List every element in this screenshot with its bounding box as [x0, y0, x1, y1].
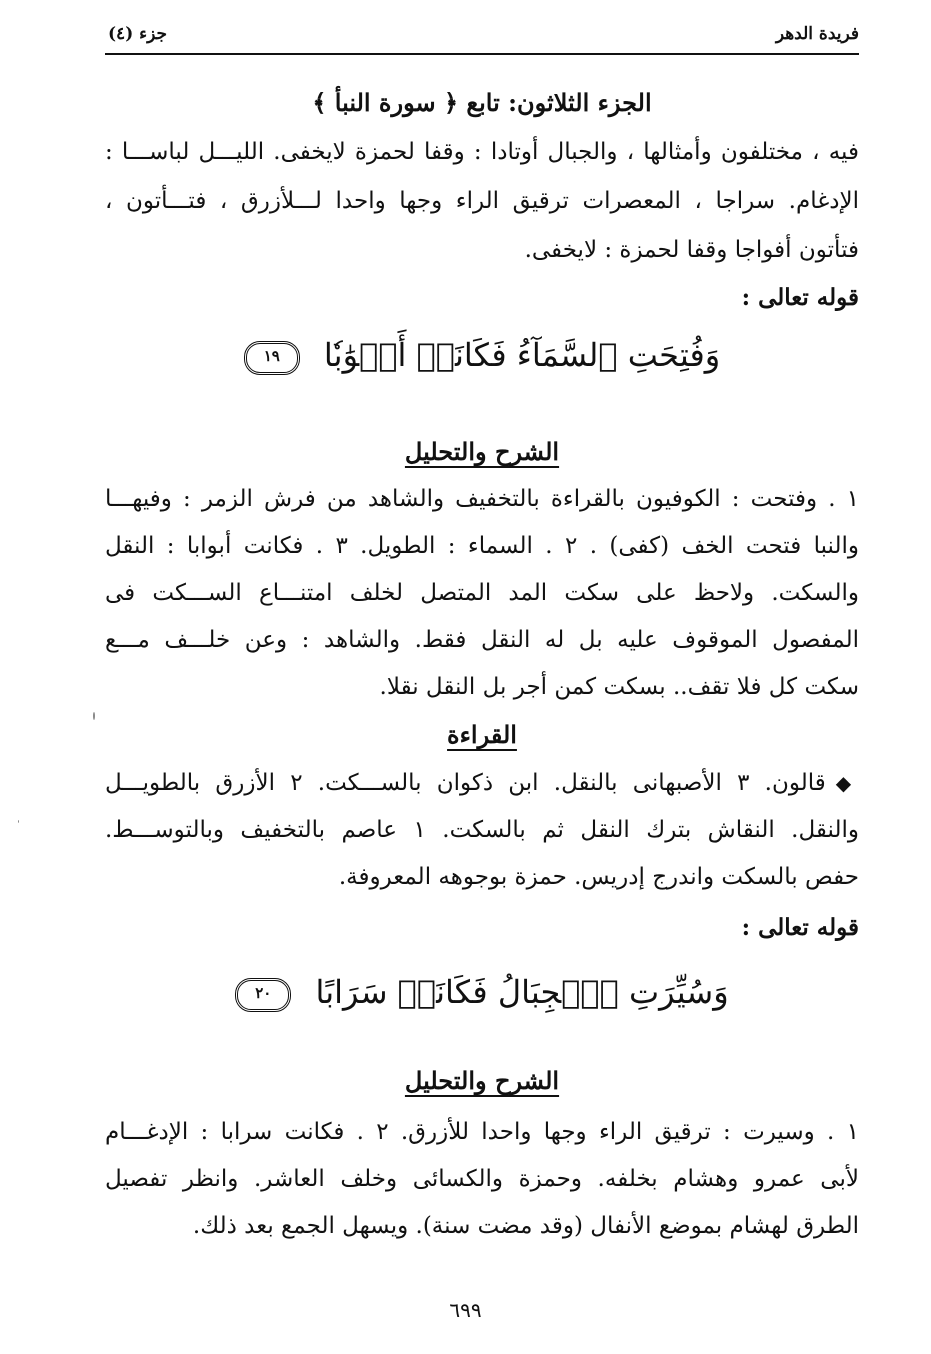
commentary-line: والسكت. ولاحظ على سكت المد المتصل لخلف امتنـــاع الســـكت فى: [105, 580, 859, 606]
commentary-line: الطرق لهشام بموضع الأنفال (وقد مضت سنة). ويسهل الجمع بعد ذلك.: [192, 1213, 859, 1239]
reading-line: والنقل. النقاش بترك النقل ثم بالسكت. ١ عاصم بالتخفيف وبالتوســـط.: [105, 817, 859, 843]
commentary-line: ١ . وسيرت : ترقيق الراء وجها واحدا للأزرق. ٢ . فكانت سرابا : الإدغـــام: [105, 1119, 859, 1145]
page-number: ٦٩٩: [449, 1298, 482, 1322]
reading-line: [105, 768, 859, 798]
commentary-line: لأبى عمرو وهشام بخلفه. وحمزة والكسائى وخلف العاشر. وانظر تفصيل: [105, 1166, 859, 1192]
verse-text: وَفُتِحَتِ ٱلسَّمَآءُ فَكَانَتۡ أَبۡوَٰبٗا: [323, 336, 721, 374]
part-label: جزء (٤): [108, 24, 168, 44]
ayah-number-marker: ٢٠: [235, 978, 291, 1012]
commentary-line: ١ . وفتحت : الكوفيون بالقراءة بالتخفيف والشاهد من فرش الزمر : وفيهـــا: [105, 486, 859, 512]
quran-verse: [105, 333, 859, 377]
part-title: الجزء الثلاثون: تابع ﴿ سورة النبأ ﴾: [312, 88, 652, 117]
commentary-line: سكت كل فلا تقف.. بسكت كمن أجر بل النقل نقلا.: [379, 674, 859, 700]
section-heading: الشرح والتحليل: [404, 437, 560, 466]
section-heading-line: [105, 1066, 859, 1097]
verse-intro: قوله تعالى :: [741, 284, 859, 311]
quran-verse: [105, 970, 859, 1014]
running-header: [108, 24, 859, 50]
book-title: فريدة الدهر: [775, 24, 859, 44]
commentary-line: والنبا فتحت الخف (كفى) . ٢ . السماء : الطويل. ٣ . فكانت أبوابا : النقل: [105, 533, 860, 559]
diamond-bullet-icon: ◆: [835, 771, 860, 795]
ayah-number-marker: ١٩: [244, 341, 300, 375]
intro-line: فتأتون أفواجا وقفا لحمزة : لايخفى.: [524, 237, 859, 263]
verse-intro: قوله تعالى :: [741, 914, 859, 941]
verse-text: وَسُيِّرَتِ ٱلۡجِبَالُ فَكَانَتۡ سَرَابًا: [315, 973, 729, 1011]
reading-heading: القراءة: [447, 720, 517, 749]
reading-text: قالون. ٣ الأصبهانى بالنقل. ابن ذكوان بالســـكت. ٢ الأزرق بالطويـــل: [105, 770, 826, 796]
intro-line: فيه ، مختلفون وأمثالها ، والجبال أوتادا : وقفا لحمزة لايخفى. الليـــل لباســـا :: [105, 139, 859, 165]
section-heading: الشرح والتحليل: [404, 1066, 560, 1095]
commentary-line: المفصول الموقوف عليه بل له النقل فقط. والشاهد : وعن خلـــف مـــع: [105, 627, 859, 653]
part-title-line: [105, 88, 859, 119]
section-heading-line: [105, 437, 859, 468]
scan-speck: [93, 712, 95, 720]
reading-heading-line: [105, 720, 859, 751]
scan-speck: [18, 820, 19, 823]
intro-line: الإدغام. سراجا ، المعصرات ترقيق الراء وجها واحدا لـــلأزرق ، فتـــأتون ،: [105, 188, 859, 214]
reading-line: حفص بالسكت واندرج إدريس. حمزة بوجوهه المعروفة.: [338, 864, 859, 890]
header-rule: [105, 53, 859, 55]
